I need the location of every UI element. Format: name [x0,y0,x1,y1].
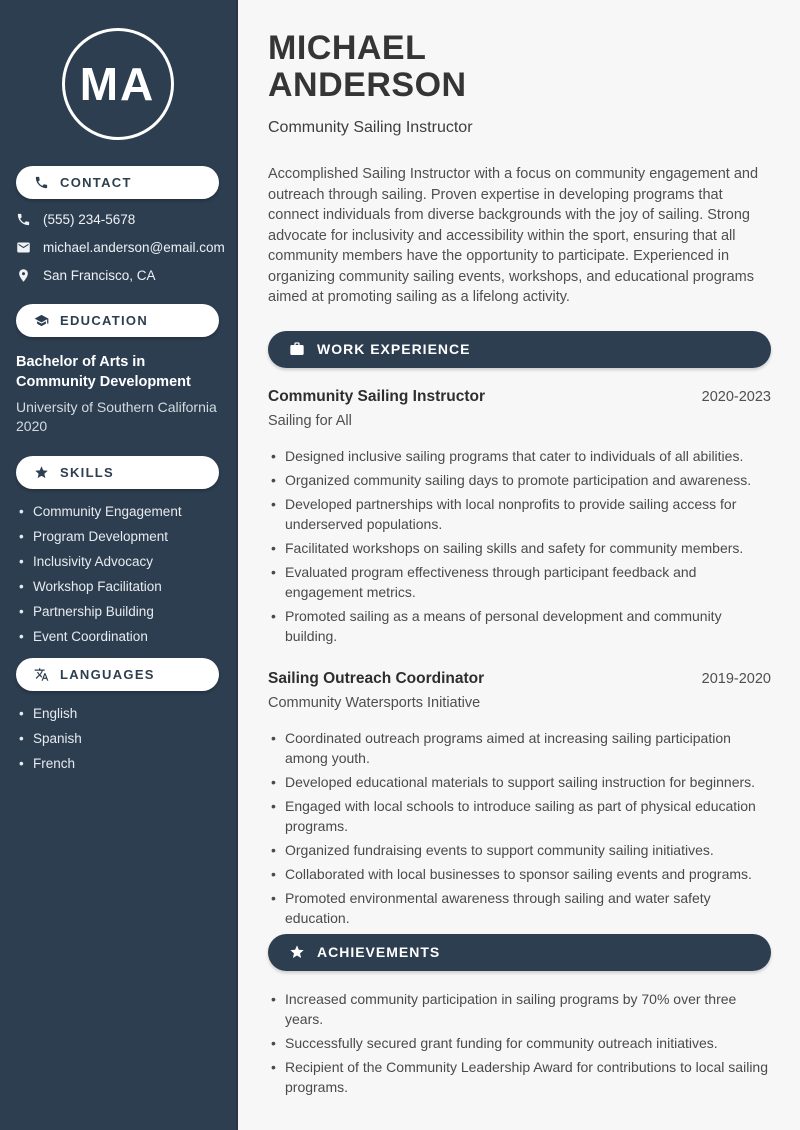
job-bullet-list [268,446,771,646]
language-item: • Spanish [16,731,219,746]
skill-item: • Event Coordination [16,629,219,644]
contact-email-value: michael.anderson@email.com [43,240,225,255]
education-year: 2020 [16,418,48,434]
skill-item: • Partnership Building [16,604,219,619]
job-entry [268,388,771,646]
job-dates: 2019-2020 [701,670,771,687]
skill-item: • Inclusivity Advocacy [16,554,219,569]
person-name [268,30,771,104]
person-last-name: ANDERSON [268,66,467,104]
briefcase-icon [289,341,305,357]
job-bullet: • Evaluated program effectiveness through participant feedback and engagement metrics. [268,562,771,602]
achievements-list [268,989,771,1097]
job-dates: 2020-2023 [701,388,771,405]
job-list [268,388,771,928]
languages-section-label: LANGUAGES [60,667,155,682]
languages-section-header [16,658,219,691]
education-degree: Bachelor of Arts in Community Development [16,354,191,390]
skills-section-label: SKILLS [60,465,115,480]
phone-icon [16,212,31,227]
star-icon [289,944,305,960]
job-bullet: • Promoted environmental awareness through sailing and water safety education. [268,888,771,928]
achievement-bullet: • Successfully secured grant funding for community outreach initiatives. [268,1033,771,1053]
contact-location-row [16,268,219,283]
job-title: Community Sailing Instructor [268,387,486,405]
avatar [62,28,174,140]
main-content [238,0,800,1130]
job-bullet: • Developed partnerships with local nonprofits to provide sailing access for underserved populations. [268,494,771,534]
achievements-section-label: ACHIEVEMENTS [317,944,441,960]
job-bullet: • Promoted sailing as a means of personal development and community building. [268,606,771,646]
phone-icon [34,175,49,190]
languages-list [16,706,219,771]
job-bullet: • Engaged with local schools to introduce sailing as part of physical education programs. [268,796,771,836]
job-company: Sailing for All [268,412,352,429]
job-entry [268,670,771,928]
person-first-name: MICHAEL [268,29,427,67]
graduation-cap-icon [34,313,49,328]
achievement-bullet: • Increased community participation in sailing programs by 70% over three years. [268,989,771,1029]
skills-section-header [16,456,219,489]
skill-item: • Program Development [16,529,219,544]
contact-phone-row [16,212,219,227]
job-bullet: • Designed inclusive sailing programs that cater to individuals of all abilities. [268,446,771,466]
location-icon [16,268,31,283]
education-section-header [16,304,219,337]
avatar-initials: MA [79,58,156,110]
contact-section-label: CONTACT [60,175,132,190]
star-icon [34,465,49,480]
translate-icon [34,667,49,682]
job-bullet: • Coordinated outreach programs aimed at increasing sailing participation among youth. [268,728,771,768]
contact-section-header [16,166,219,199]
sidebar [0,0,238,1130]
skills-list [16,504,219,644]
contact-phone-value: (555) 234-5678 [43,212,136,227]
summary-paragraph: Accomplished Sailing Instructor with a focus on community engagement and outreach through sailing. Proven expertise in developing programs that connect individuals from diverse backgrounds with the joy of sailing. Strong advocate for inclusivity and accessibility within the sport, ensuring that all community members have the opportunity to participate. Experienced in organizing community sailing events, workshops, and educational programs aimed at promoting sailing as a lifelong activity. [268,166,759,305]
work-experience-section-label: WORK EXPERIENCE [317,341,471,357]
education-section-label: EDUCATION [60,313,149,328]
language-item: • English [16,706,219,721]
job-header-row [268,670,771,688]
email-icon [16,240,31,255]
job-bullet: • Organized fundraising events to support community sailing initiatives. [268,840,771,860]
job-title: Sailing Outreach Coordinator [268,669,485,687]
job-bullet: • Collaborated with local businesses to sponsor sailing events and programs. [268,864,771,884]
skill-item: • Community Engagement [16,504,219,519]
skill-item: • Workshop Facilitation [16,579,219,594]
job-company: Community Watersports Initiative [268,694,481,711]
contact-list [16,212,225,283]
achievement-bullet: • Recipient of the Community Leadership Award for contributions to local sailing programs. [268,1057,771,1097]
education-school: University of Southern California [16,399,217,415]
work-experience-section-header [268,331,771,368]
contact-location-value: San Francisco, CA [43,268,156,283]
job-bullet-list [268,728,771,928]
contact-email-row [16,240,225,255]
job-bullet: • Organized community sailing days to promote participation and awareness. [268,470,771,490]
job-bullet: • Developed educational materials to support sailing instruction for beginners. [268,772,771,792]
achievements-section-header [268,934,771,971]
job-bullet: • Facilitated workshops on sailing skills and safety for community members. [268,538,771,558]
language-item: • French [16,756,219,771]
person-job-title: Community Sailing Instructor [268,119,473,136]
job-header-row [268,388,771,406]
